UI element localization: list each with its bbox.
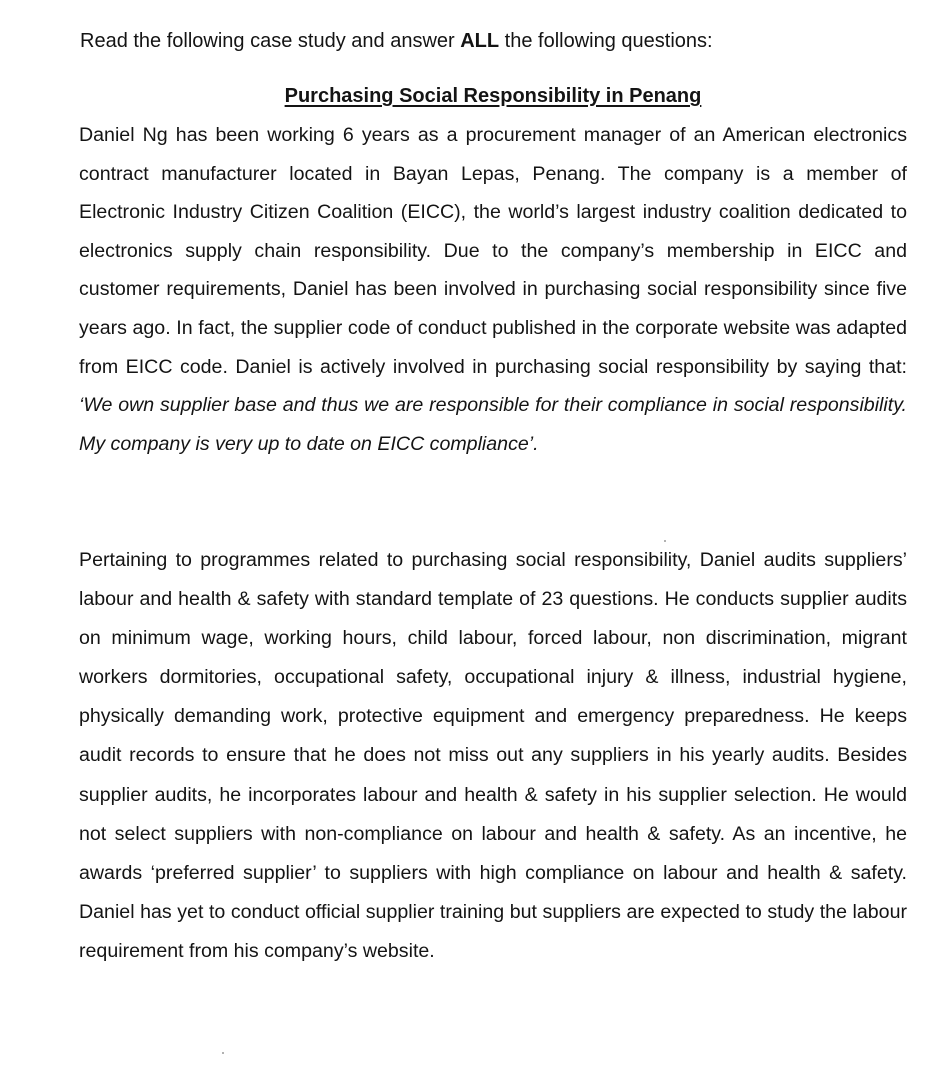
case-study-title: Purchasing Social Responsibility in Penang	[284, 85, 702, 107]
paragraph-2-text: Pertaining to programmes related to purchasing social responsibility, Daniel audits suppliers’ labour and health & safety with standard template of 23 questions. He conducts supplier audits on minimum wage, working hours, child labour, forced labour, non discrimination, migrant workers dormitories, occupational safety, occupational injury & illness, industrial hygiene, physically demanding work, protective equipment and emergency preparedness. He keeps audit records to ensure that he does not miss out any suppliers in his yearly audits. Besides supplier audits, he incorporates labour and health & safety in his supplier selection. He would not select suppliers with non-compliance on labour and health & safety. As an incentive, he awards ‘preferred supplier’ to suppliers with high compliance on labour and health & safety. Daniel has yet to conduct official supplier training but suppliers are expected to study the labour requirement from his company’s website.	[79, 549, 907, 962]
paragraph-1	[79, 116, 907, 463]
instruction-after: the following questions:	[499, 30, 713, 52]
scan-speck	[664, 540, 666, 542]
instruction-bold: ALL	[460, 30, 500, 52]
paragraph-1-quote: ‘We own supplier base and thus we are responsible for their compliance in social responsibility. My company is very up to date on EICC compliance’.	[79, 394, 907, 455]
paragraph-2	[79, 541, 907, 971]
instruction-before: Read the following case study and answer	[80, 30, 461, 52]
paragraph-1-text: Daniel Ng has been working 6 years as a procurement manager of an American electronics contract manufacturer located in Bayan Lepas, Penang. The company is a member of Electronic Industry Citizen Coalition (EICC), the world’s largest industry coalition dedicated to electronics supply chain responsibility. Due to the company’s membership in EICC and customer requirements, Daniel has been involved in purchasing social responsibility since five years ago. In fact, the supplier code of conduct published in the corporate website was adapted from EICC code. Daniel is actively involved in purchasing social responsibility by saying that:	[79, 124, 907, 378]
scan-speck	[222, 1052, 224, 1054]
instruction-text	[80, 28, 713, 54]
